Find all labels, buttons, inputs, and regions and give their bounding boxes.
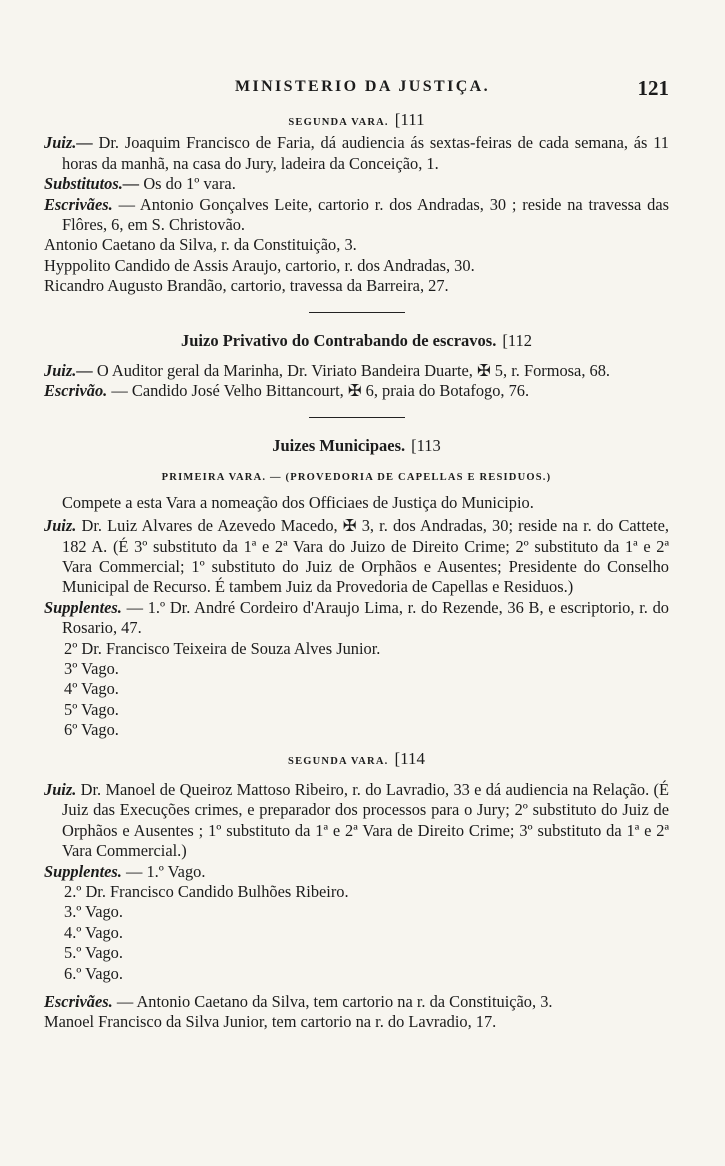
running-title: MINISTERIO DA JUSTIÇA. (234, 78, 491, 95)
section-title-juizo-privativo: Juizo Privativo do Contrabando de escravos. [112 (181, 330, 532, 350)
role-label: Escrivão. (44, 381, 108, 401)
list-item: 4.º Vago. (64, 922, 123, 942)
entry-text: — Antonio Gonçalves Leite, cartorio r. dos Andradas, 30 ; reside na travessa das Flôres, 6, em S. Christovão. (62, 194, 669, 235)
page-content (44, 110, 669, 1033)
list-item: 5º Vago. (64, 699, 119, 719)
role-label: Supplentes. (44, 861, 122, 881)
role-label: Juiz. (44, 516, 77, 536)
role-label: Juiz.— (44, 133, 93, 153)
section-heading-segunda-vara-111: SEGUNDA VARA. [111 (288, 110, 425, 129)
entry-juiz (44, 780, 669, 862)
role-label: Substitutos.— (44, 174, 140, 194)
list-item: 3º Vago. (64, 658, 119, 678)
list-item: 6º Vago. (64, 720, 119, 740)
section-heading-segunda-vara-114: SEGUNDA VARA. [114 (288, 748, 425, 768)
entry-text: — Antonio Caetano da Silva, tem cartorio na r. da Constituição, 3. (116, 992, 553, 1012)
section-divider (309, 312, 405, 313)
entry-escrivao-4: Ricandro Augusto Brandão, cartorio, travessa da Barreira, 27. (44, 276, 449, 296)
entry-text: — 1.º Dr. André Cordeiro d'Araujo Lima, r. do Rezende, 36 B, e escriptorio, r. do Rosario, 47. (62, 597, 669, 638)
role-label: Supplentes. (44, 597, 122, 617)
entry-supplentes (44, 862, 669, 882)
entry-supplentes (44, 598, 669, 639)
role-label: Juiz.— (44, 361, 93, 381)
list-item: 4º Vago. (64, 679, 119, 699)
section-ref: [113 (411, 435, 441, 455)
list-item: 2.º Dr. Francisco Candido Bulhões Ribeiro. (64, 882, 349, 901)
section-divider (309, 417, 405, 418)
page-number: 121 (637, 76, 669, 100)
entry-text: Dr. Luiz Alvares de Azevedo Macedo, ✠ 3, r. dos Andradas, 30; reside na r. do Cattete, 182 A. (É 3º substituto da 1ª e 2ª Vara do Juizo de Direito Crime; 2º substituto da 1ª e 2ª Vara Commercial; 1º substituto do Juiz de Orphãos e Ausentes; Presidente do Conselho Municipal de Recurso. É tambem Juiz da Provedoria de Capellas e Residuos.) (62, 516, 669, 597)
role-label: Escrivães. (44, 992, 113, 1012)
list-item: 6.º Vago. (64, 963, 123, 983)
list-item: 2º Dr. Francisco Teixeira de Souza Alves Junior. (64, 638, 381, 658)
supplentes-list (64, 882, 669, 984)
role-label: Escrivães. (44, 194, 113, 214)
section-ref: [111 (394, 110, 425, 129)
entry-substitutos (44, 174, 669, 194)
entry-escrivao-3: Hyppolito Candido de Assis Araujo, cartorio, r. dos Andradas, 30. (44, 255, 475, 275)
supplentes-list (64, 639, 669, 741)
entry-escrivaes (44, 992, 669, 1012)
entry-escrivao-2: Antonio Caetano da Silva, r. da Constituição, 3. (44, 235, 357, 255)
section-title-juizes-municipaes: Juizes Municipaes. [113 (272, 435, 441, 455)
entry-juiz (44, 361, 669, 381)
entry-escrivao-2: Manoel Francisco da Silva Junior, tem cartorio na r. do Lavradio, 17. (44, 1012, 497, 1032)
entry-text: Dr. Manoel de Queiroz Mattoso Ribeiro, r. do Lavradio, 33 e dá audiencia na Relação. (É Juiz das Execuções crimes, e preparador dos processos para o Jury; 2º substituto do Juiz de Orphãos e Ausentes ; 1º substituto da 1ª e 2ª Vara de Direito Crime; 3º substituto da 1ª e 2ª Vara Commercial.) (62, 779, 669, 861)
section-heading-primeira-vara: PRIMEIRA VARA. — (PROVEDORIA DE CAPELLAS E RESIDUOS.) (161, 472, 552, 484)
entry-text: O Auditor geral da Marinha, Dr. Viriato Bandeira Duarte, ✠ 5, r. Formosa, 68. (96, 361, 611, 381)
entry-text: Os do 1º vara. (143, 174, 236, 194)
list-item: 5.º Vago. (64, 943, 123, 963)
entry-juiz (44, 133, 669, 174)
list-item: 3.º Vago. (64, 902, 123, 922)
entry-juiz (44, 516, 669, 598)
entry-text: — 1.º Vago. (125, 861, 206, 881)
section-ref: [114 (394, 748, 425, 768)
section-ref: [112 (502, 330, 532, 350)
entry-escrivaes (44, 195, 669, 236)
section-note: Compete a esta Vara a nomeação dos Officiaes de Justiça do Municipio. (62, 492, 534, 512)
role-label: Juiz. (44, 779, 77, 799)
entry-text: — Candido José Velho Bittancourt, ✠ 6, praia do Botafogo, 76. (111, 381, 530, 401)
entry-escrivao (44, 381, 669, 401)
page-header (0, 76, 725, 100)
entry-text: Dr. Joaquim Francisco de Faria, dá audiencia ás sextas-feiras de cada semana, ás 11 horas da manhã, na casa do Jury, ladeira da Conceição, 1. (62, 133, 669, 173)
